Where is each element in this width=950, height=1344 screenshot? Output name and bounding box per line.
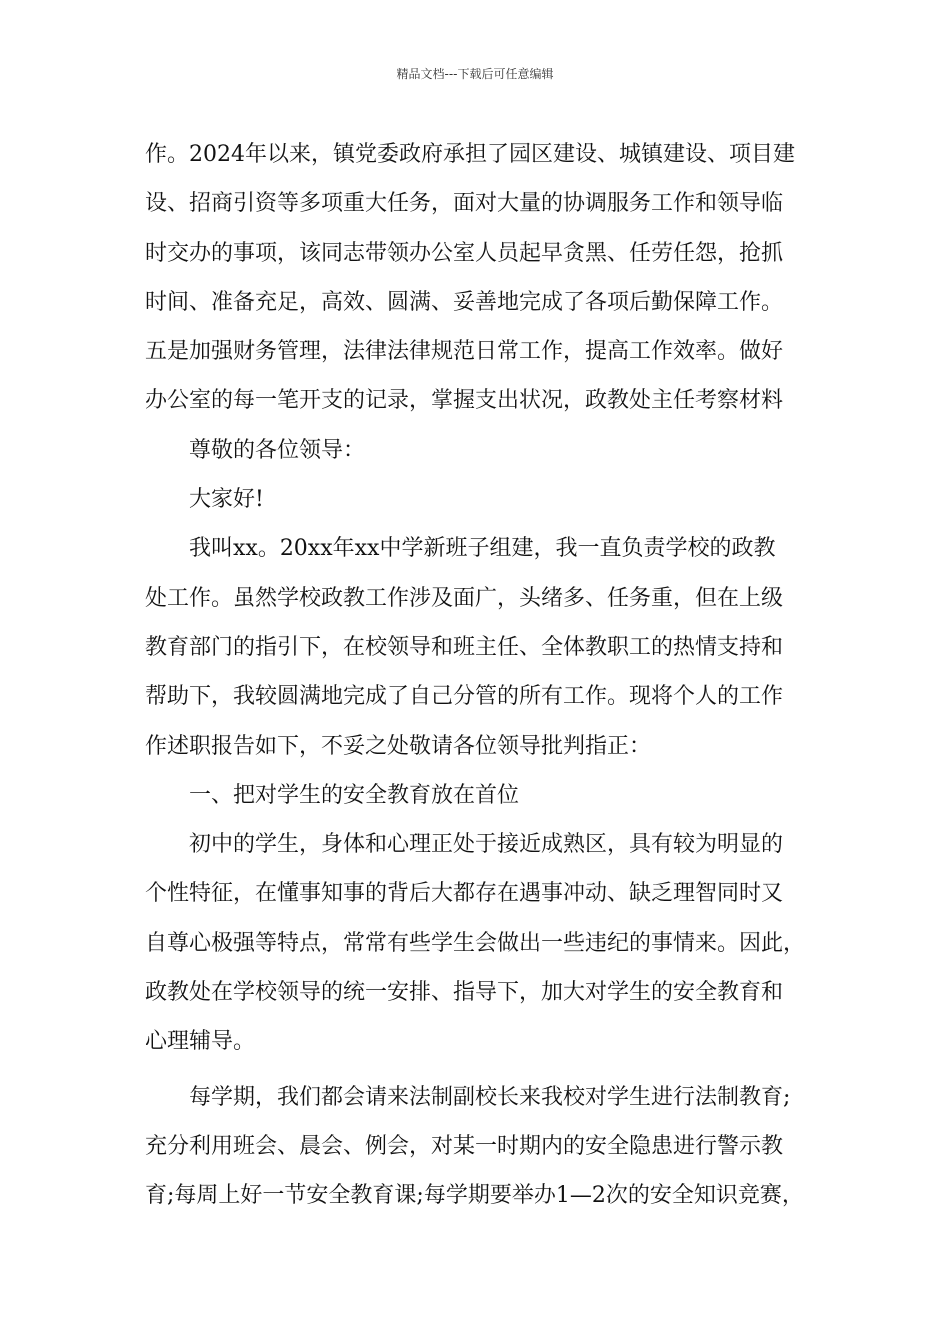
greeting: 大家好!: [189, 487, 264, 513]
text-line: 育;每周上好一节安全教育课;每学期要举办1—2次的安全知识竞赛，: [145, 1183, 804, 1209]
paragraph-start: 初中的学生，身体和心理正处于接近成熟区，具有较为明显的: [189, 832, 784, 858]
text-line: 教育部门的指引下，在校领导和班主任、全体教职工的热情支持和: [145, 634, 784, 660]
paragraph-start: 每学期，我们都会请来法制副校长来我校对学生进行法制教育;: [189, 1084, 791, 1110]
page-header: 精品文档---下载后可任意编辑: [396, 67, 554, 81]
salutation: 尊敬的各位领导：: [189, 437, 366, 463]
text-line: 作。2024年以来，镇党委政府承担了园区建设、城镇建设、项目建: [145, 142, 795, 167]
text-line: 充分利用班会、晨会、例会，对某一时期内的安全隐患进行警示教: [145, 1133, 784, 1159]
text-line: 政教处在学校领导的统一安排、指导下，加大对学生的安全教育和: [145, 980, 784, 1006]
text-line: 时间、准备充足，高效、圆满、妥善地完成了各项后勤保障工作。: [145, 289, 784, 315]
section-heading: 一、把对学生的安全教育放在首位: [189, 782, 520, 808]
text-line: 帮助下，我较圆满地完成了自己分管的所有工作。现将个人的工作: [145, 684, 784, 710]
text-line: 处工作。虽然学校政教工作涉及面广，头绪多、任务重，但在上级: [145, 585, 784, 611]
text-line: 个性特征，在懂事知事的背后大都存在遇事冲动、缺乏理智同时又: [145, 881, 784, 907]
document-body: [145, 130, 825, 1221]
paragraph-start: 我叫xx。20xx年xx中学新班子组建，我一直负责学校的政教: [189, 536, 776, 562]
text-line: 五是加强财务管理，法律法律规范日常工作，提高工作效率。做好: [145, 339, 784, 365]
text-line: 作述职报告如下，不妥之处敬请各位领导批判指正：: [145, 733, 652, 759]
text-line: 时交办的事项，该同志带领办公室人员起早贪黑、任劳任怨，抢抓: [145, 240, 784, 266]
text-line: 办公室的每一笔开支的记录，掌握支出状况，政教处主任考察材料: [145, 388, 784, 414]
text-line: 自尊心极强等特点，常常有些学生会做出一些违纪的事情来。因此，: [145, 930, 806, 956]
text-line: 心理辅导。: [145, 1029, 256, 1055]
text-line: 设、招商引资等多项重大任务，面对大量的协调服务工作和领导临: [145, 191, 784, 217]
